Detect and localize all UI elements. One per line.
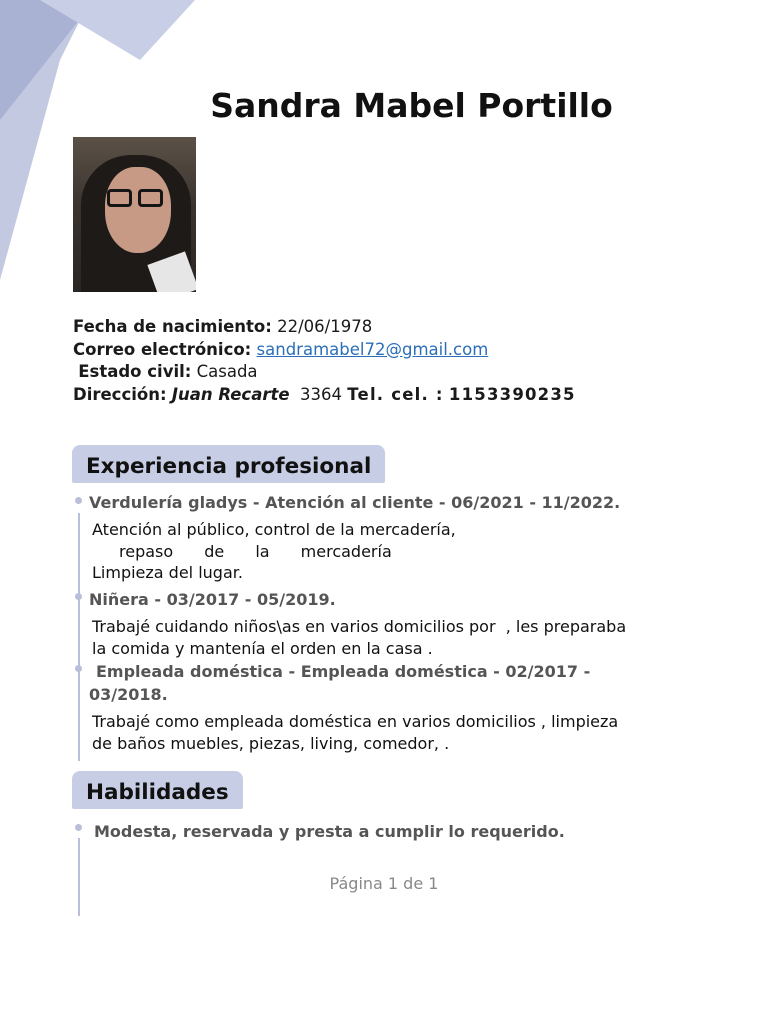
address-row	[73, 384, 576, 407]
job-description-line: repaso de la mercadería	[119, 541, 392, 561]
job-title: Niñera - 03/2017 - 05/2019.	[89, 590, 336, 609]
experience-heading: Experiencia profesional	[72, 445, 385, 483]
job-description	[92, 519, 638, 584]
job-description	[92, 711, 702, 754]
phone-label: Tel. cel. :	[347, 384, 444, 404]
page-number: Página 1 de 1	[329, 874, 439, 893]
job-description-line: Limpieza del lugar.	[92, 563, 243, 582]
email-label: Correo electrónico:	[73, 339, 252, 359]
personal-info	[73, 316, 576, 406]
experience-timeline	[78, 513, 80, 761]
civil-status-label: Estado civil:	[78, 362, 192, 381]
skills-heading: Habilidades	[72, 771, 243, 809]
civil-status-value: Casada	[196, 362, 258, 381]
job-bullet	[75, 497, 82, 504]
profile-photo	[73, 137, 196, 292]
job-description-line: Trabajé como empleada doméstica en varios domicilios , limpieza	[92, 712, 619, 731]
phone-value: 1153390235	[448, 384, 576, 404]
job-title: Empleada doméstica - Empleada doméstica - 02/2017 - 03/2018.	[89, 662, 591, 704]
job-description-line: Trabajé cuidando niños\as en varios domicilios por , les preparaba	[92, 617, 627, 636]
address-number: 3364	[300, 384, 343, 404]
birth-date-label: Fecha de nacimiento:	[73, 317, 272, 336]
birth-date-row	[73, 316, 576, 339]
job-description	[92, 616, 702, 659]
birth-date-value: 22/06/1978	[277, 317, 373, 336]
civil-status-row	[73, 361, 576, 384]
job-description-line: de baños muebles, piezas, living, comedor, .	[92, 733, 450, 753]
email-link[interactable]: sandramabel72@gmail.com	[256, 339, 489, 359]
job-bullet	[75, 593, 82, 600]
job-bullet	[75, 665, 82, 672]
job-description-line: Atención al público, control de la mercadería,	[92, 520, 456, 539]
job-title: Verdulería gladys - Atención al cliente - 06/2021 - 11/2022.	[89, 493, 621, 512]
email-row	[73, 339, 576, 362]
skill-item: Modesta, reservada y presta a cumplir lo requerido.	[94, 822, 565, 841]
address-label: Dirección:	[73, 384, 167, 404]
candidate-name: Sandra Mabel Portillo	[210, 86, 613, 125]
skill-bullet	[75, 824, 82, 831]
job-description-line: la comida y mantenía el orden en la casa .	[92, 638, 433, 658]
address-street: Juan Recarte	[171, 384, 290, 404]
